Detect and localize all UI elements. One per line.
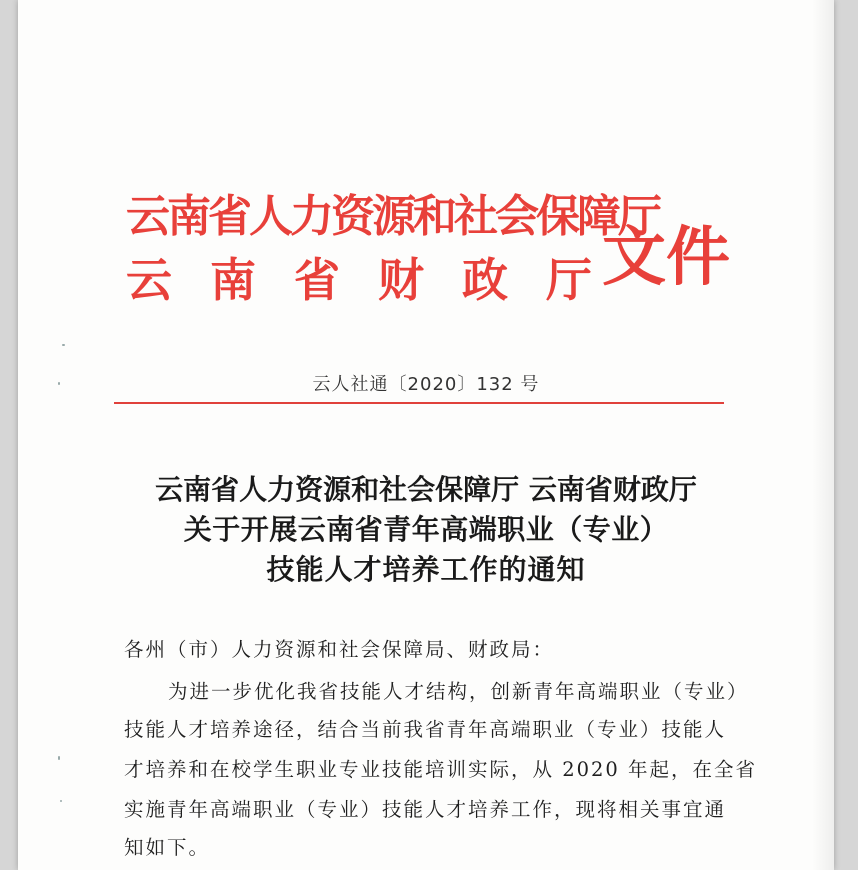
body-text-line: 实施青年高端职业（专业）技能人才培养工作，现将相关事宜通 <box>124 798 727 821</box>
notice-title-line-2: 关于开展云南省青年高端职业（专业） <box>183 513 669 546</box>
notice-title-line-3: 技能人才培养工作的通知 <box>266 553 586 586</box>
scan-speck <box>60 800 62 802</box>
body-text-line: 知如下。 <box>124 836 211 859</box>
page-edge-shadow <box>812 0 834 870</box>
red-divider-line <box>114 402 724 404</box>
scan-speck <box>58 756 60 760</box>
document-page <box>18 0 834 870</box>
issuing-department-1: 云南省人力资源和社会保障厅 <box>126 191 659 242</box>
scan-speck <box>58 382 60 385</box>
document-type-label: 文件 <box>602 220 730 295</box>
scan-speck <box>62 344 65 346</box>
notice-title-line-1: 云南省人力资源和社会保障厅 云南省财政厅 <box>155 473 697 506</box>
body-text-line: 技能人才培养途径，结合当前我省青年高端职业（专业）技能人 <box>124 718 727 741</box>
salutation: 各州（市）人力资源和社会保障局、财政局： <box>124 638 555 661</box>
issuing-department-2: 云南省财政厅 <box>126 253 630 307</box>
body-text-line: 为进一步优化我省技能人才结构，创新青年高端职业（专业） <box>168 680 749 703</box>
document-number: 云人社通〔2020〕132 号 <box>312 374 540 395</box>
body-text-line: 才培养和在校学生职业专业技能培训实际，从 2020 年起，在全省 <box>124 758 758 781</box>
